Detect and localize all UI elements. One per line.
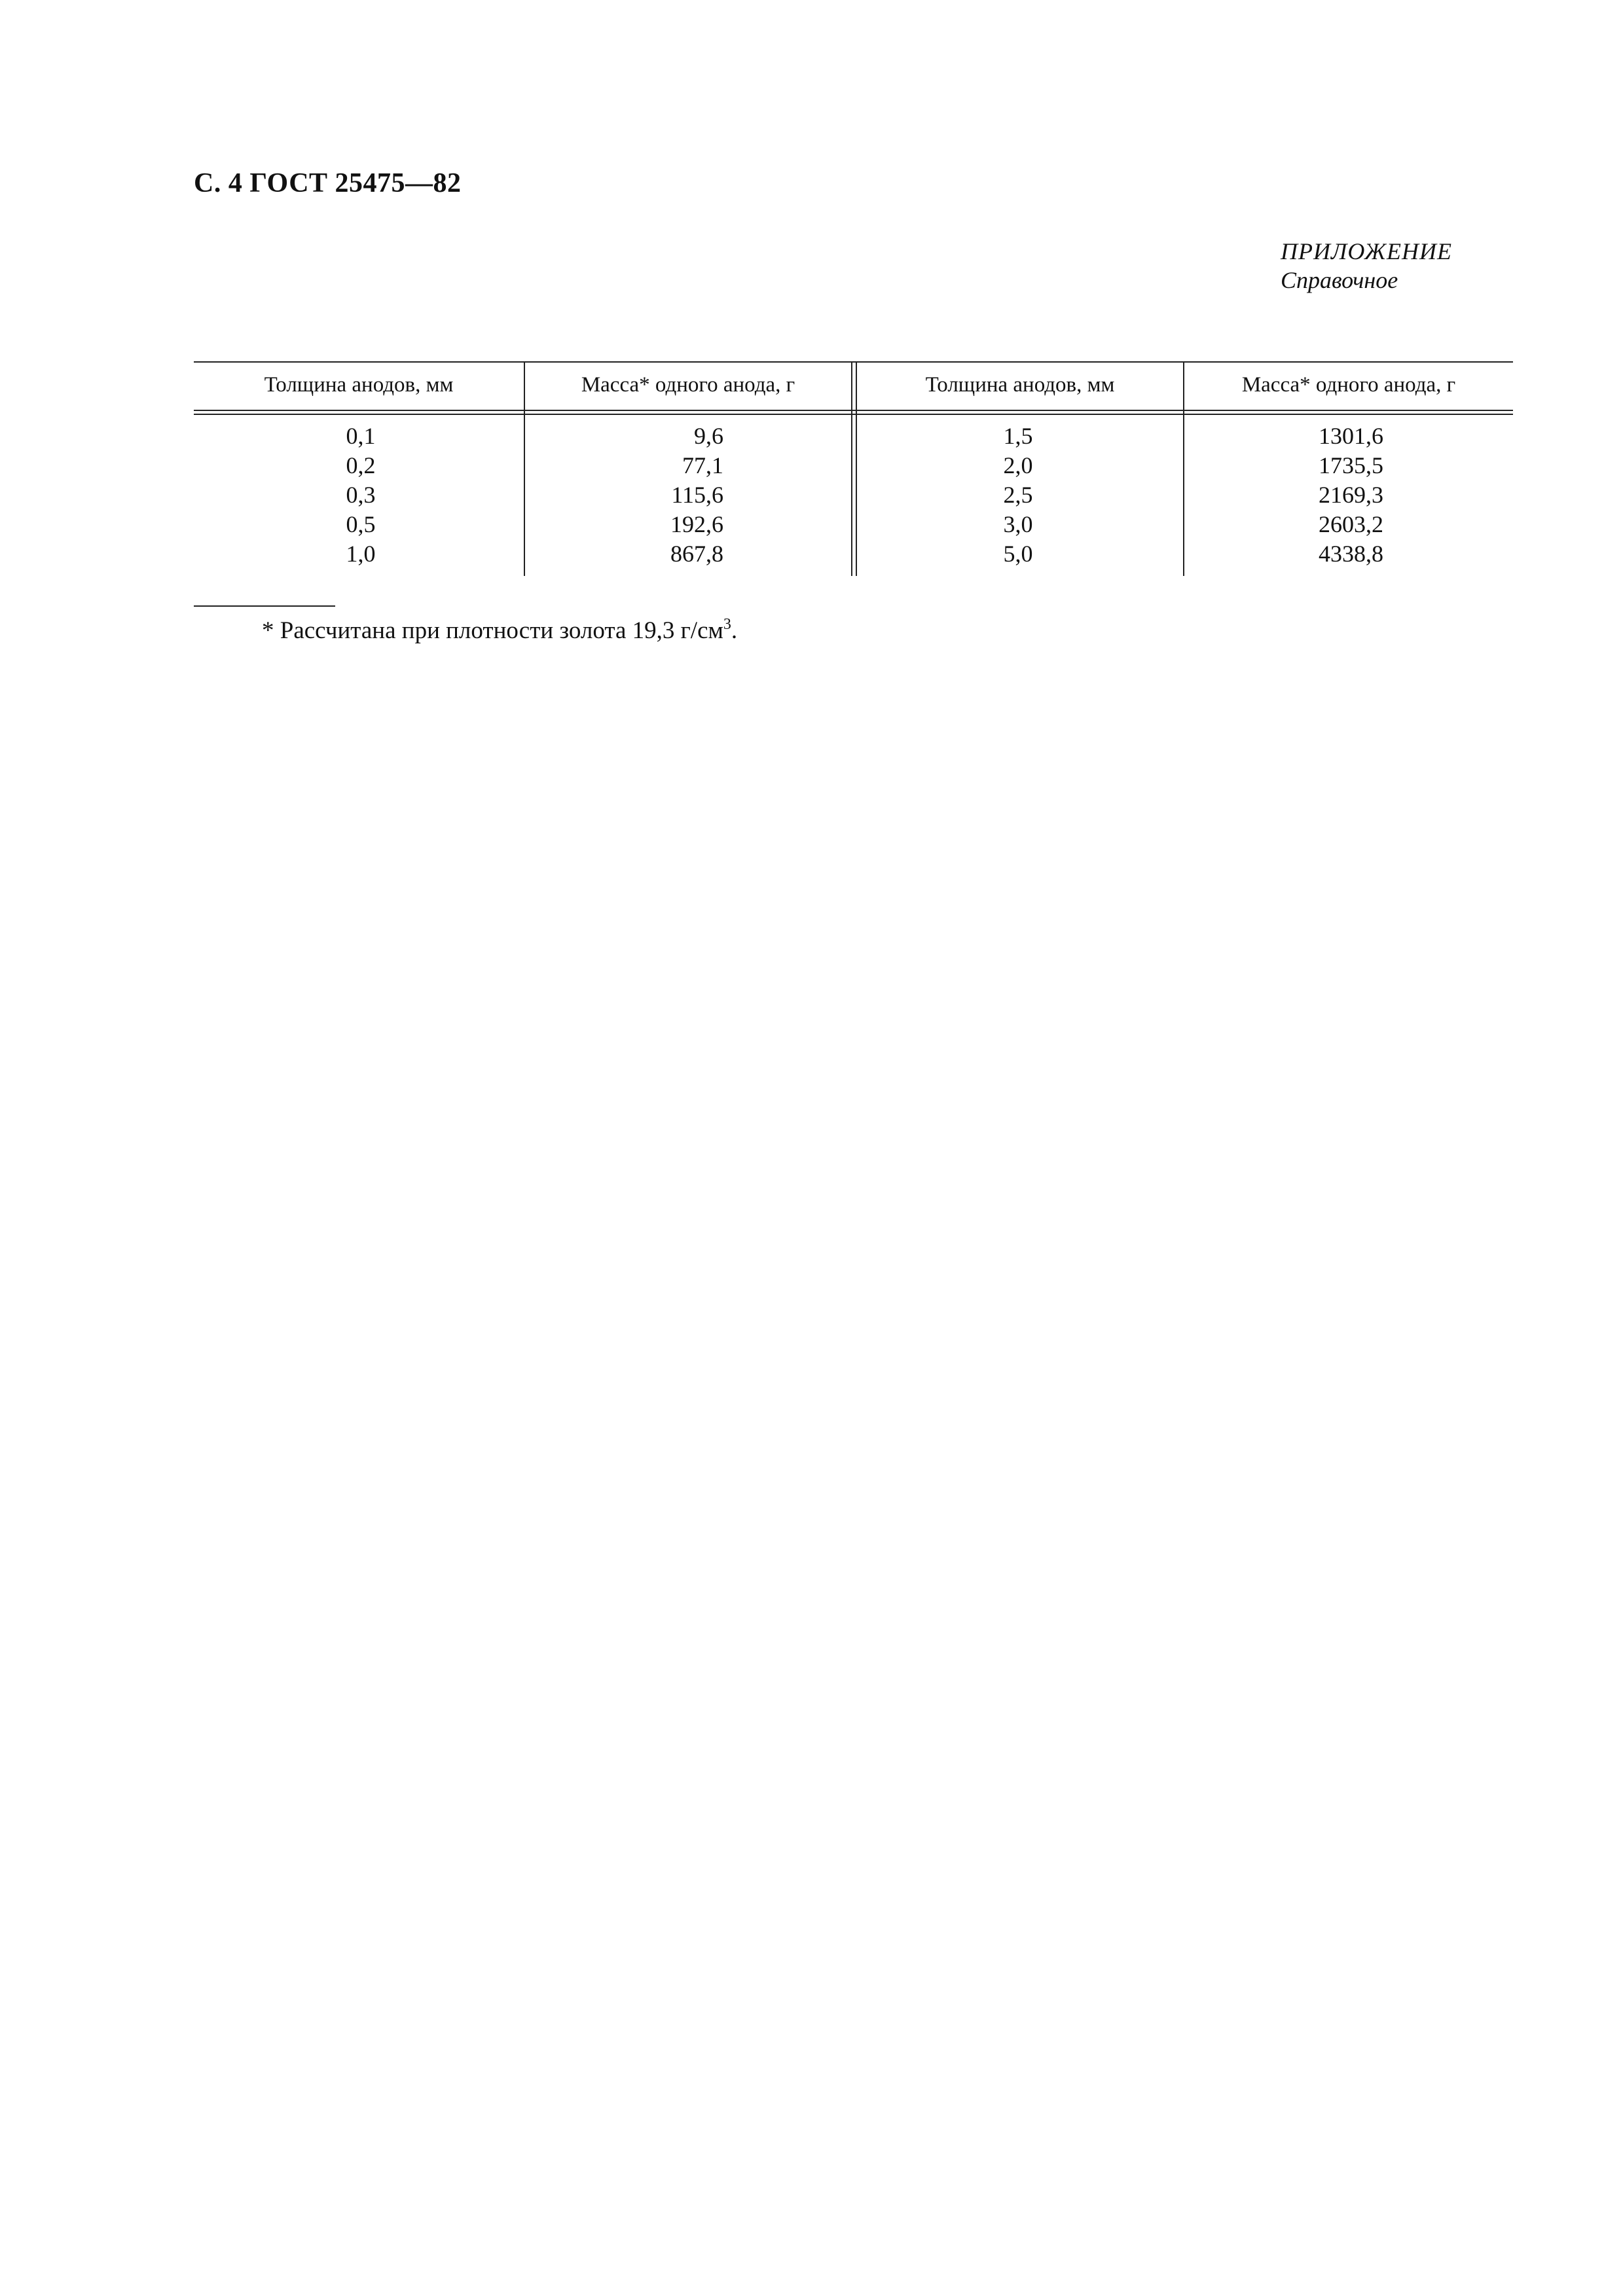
column-divider-double	[851, 361, 857, 576]
table-cell: 3,0	[1003, 511, 1033, 537]
footnote-superscript: 3	[723, 616, 731, 633]
table-cell: 5,0	[1003, 541, 1033, 567]
table-header-mass-left: Масса* одного анода, г	[581, 373, 795, 397]
table-cell: 1,5	[1003, 423, 1033, 449]
table-cell: 2169,3	[1319, 482, 1383, 508]
table-cell: 77,1	[682, 452, 723, 478]
footnote	[262, 617, 737, 645]
table-cell: 0,1	[346, 423, 376, 449]
table-cell: 1301,6	[1319, 423, 1383, 449]
appendix-title: ПРИЛОЖЕНИЕ	[1281, 238, 1452, 264]
table-cell: 867,8	[670, 541, 723, 567]
appendix-label	[1281, 237, 1452, 295]
appendix-subtitle: Справочное	[1281, 267, 1398, 293]
table-cell: 192,6	[670, 511, 723, 537]
table-cell: 0,2	[346, 452, 376, 478]
table-cell: 115,6	[671, 482, 723, 508]
table-column-thickness-left	[325, 422, 397, 569]
table-cell: 0,3	[346, 482, 376, 508]
footnote-suffix: .	[731, 617, 738, 644]
table-column-thickness-right	[982, 422, 1054, 569]
table-column-mass-right	[1277, 422, 1383, 569]
table-cell: 1735,5	[1319, 452, 1383, 478]
table-header-thickness-right: Толщина анодов, мм	[925, 373, 1115, 397]
table-cell: 4338,8	[1319, 541, 1383, 567]
page-header: С. 4 ГОСТ 25475—82	[194, 168, 462, 198]
table-column-mass-left	[629, 422, 723, 569]
table-cell: 2,5	[1003, 482, 1033, 508]
table-cell: 1,0	[346, 541, 376, 567]
footnote-rule	[194, 605, 335, 607]
footnote-text: * Рассчитана при плотности золота 19,3 г/см	[262, 617, 723, 644]
table-cell: 2,0	[1003, 452, 1033, 478]
table-header-mass-right: Масса* одного анода, г	[1241, 373, 1456, 397]
table-cell: 9,6	[694, 423, 723, 449]
table-cell: 0,5	[346, 511, 376, 537]
table-header-thickness-left: Толщина анодов, мм	[264, 373, 454, 397]
table-cell: 2603,2	[1319, 511, 1383, 537]
